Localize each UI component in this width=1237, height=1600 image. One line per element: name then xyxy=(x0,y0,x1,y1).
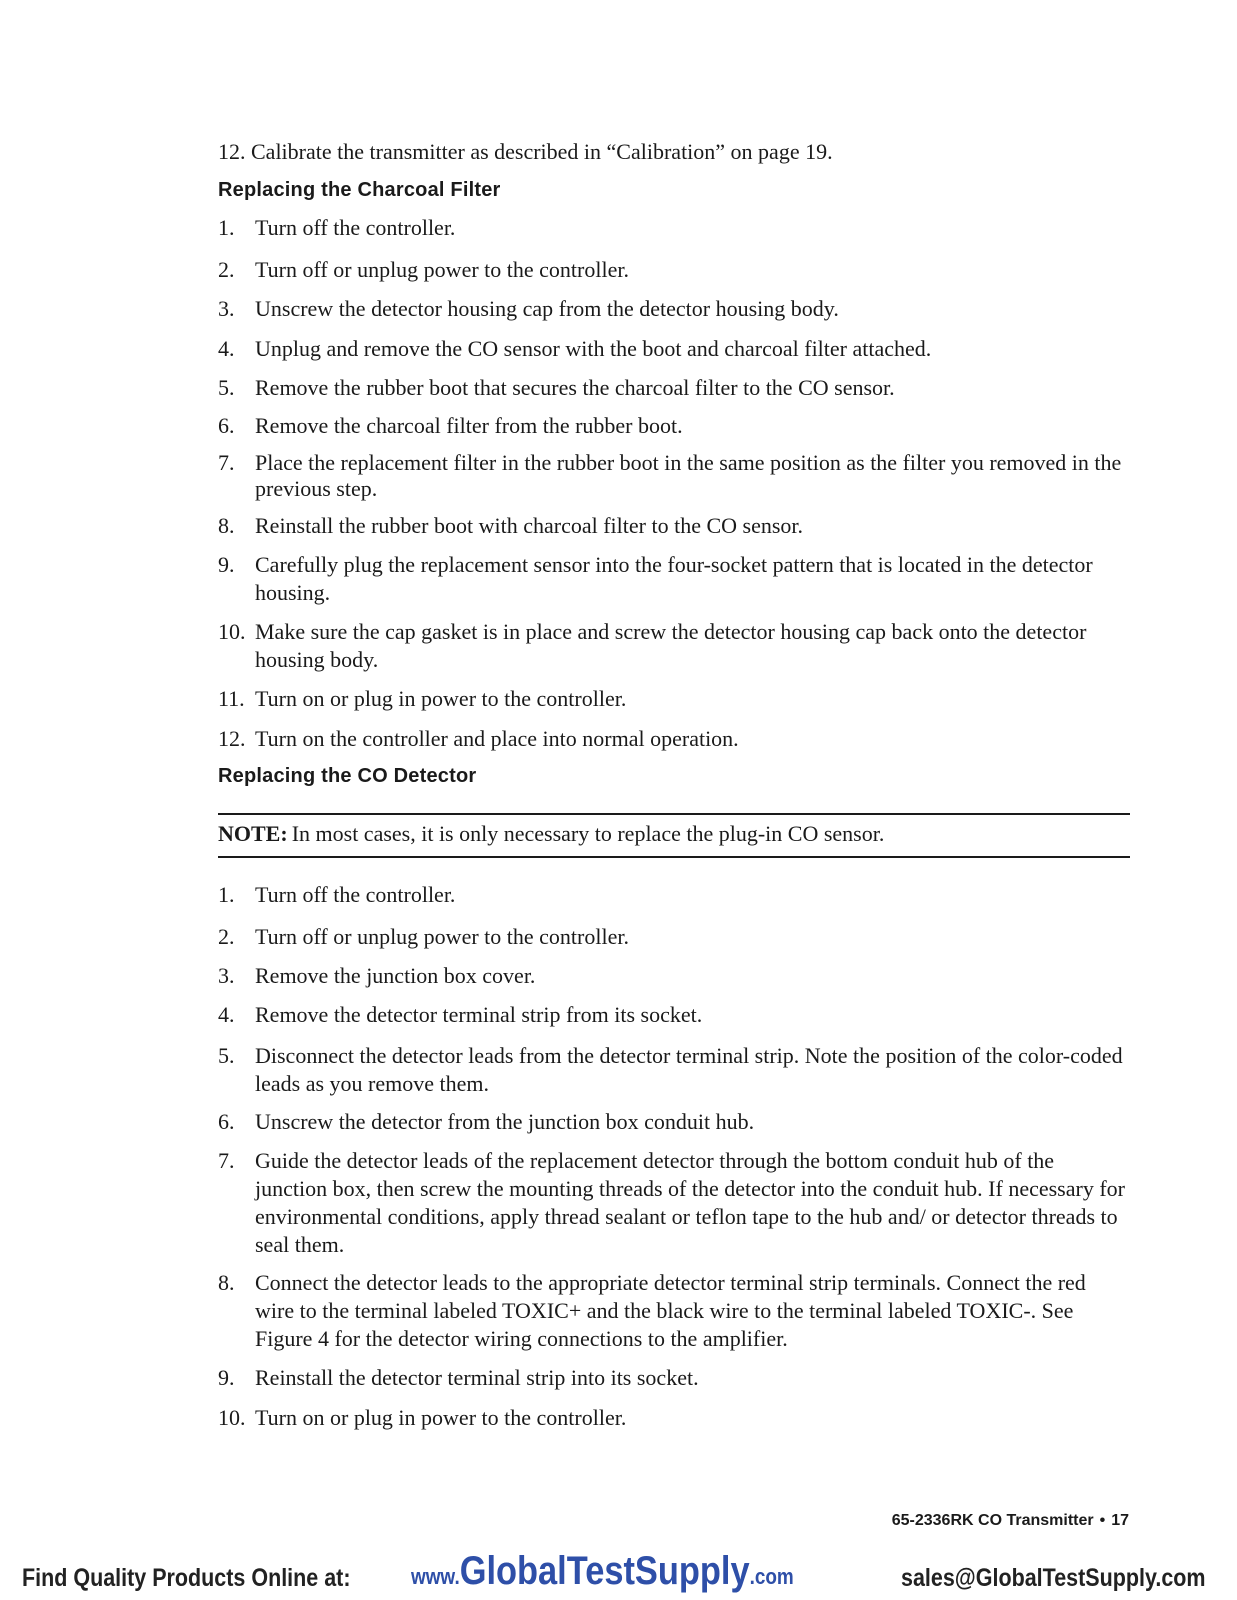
page-number: 17 xyxy=(1111,1512,1129,1529)
step-text: Remove the detector terminal strip from its socket. xyxy=(255,1002,703,1027)
step-number: 4. xyxy=(218,1002,235,1027)
charcoal-step xyxy=(218,295,1130,323)
note-box xyxy=(218,820,884,848)
step-text: Remove the junction box cover. xyxy=(255,963,536,988)
step-number: 1. xyxy=(218,882,235,907)
document-title: 65-2336RK CO Transmitter xyxy=(891,1512,1094,1529)
detector-step xyxy=(218,962,1130,990)
charcoal-step xyxy=(218,214,1130,242)
charcoal-step xyxy=(218,256,1130,284)
step-text: Make sure the cap gasket is in place and screw the detector housing cap back onto the detector housing body. xyxy=(255,619,1087,672)
step-text: Turn off the controller. xyxy=(255,215,456,240)
charcoal-step xyxy=(218,551,1130,607)
step-text: Turn off the controller. xyxy=(255,882,456,907)
detector-step xyxy=(218,881,1130,909)
step-number: 3. xyxy=(218,963,235,988)
detector-step xyxy=(218,1108,1130,1136)
step-number: 5. xyxy=(218,1043,235,1068)
detector-step xyxy=(218,1364,1130,1392)
step-number: 6. xyxy=(218,1109,235,1134)
step-number: 2. xyxy=(218,257,235,282)
step-number: 9. xyxy=(218,552,235,577)
step-number: 12. xyxy=(218,726,246,751)
step-number: 8. xyxy=(218,513,235,538)
url-prefix: www. xyxy=(411,1564,460,1589)
step-text: Remove the charcoal filter from the rubber boot. xyxy=(255,413,683,438)
step-text: Carefully plug the replacement sensor into the four-socket pattern that is located in the detector housing. xyxy=(255,552,1093,605)
note-text: In most cases, it is only necessary to replace the plug-in CO sensor. xyxy=(291,821,885,846)
charcoal-filter-heading: Replacing the Charcoal Filter xyxy=(218,179,501,201)
charcoal-step xyxy=(218,374,1130,402)
detector-step xyxy=(218,1001,1130,1029)
intro-step-line: 12. Calibrate the transmitter as described in “Calibration” on page 19. xyxy=(218,139,833,164)
step-text: Turn off or unplug power to the controller. xyxy=(255,257,629,282)
note-top-rule xyxy=(218,813,1130,815)
step-text: Reinstall the detector terminal strip into its socket. xyxy=(255,1365,699,1390)
step-number: 9. xyxy=(218,1365,235,1390)
charcoal-step xyxy=(218,618,1130,674)
detector-step xyxy=(218,1404,1130,1432)
page-footer xyxy=(892,1511,1129,1531)
step-number: 10. xyxy=(218,1405,246,1430)
step-number: 1. xyxy=(218,215,235,240)
step-number: 2. xyxy=(218,924,235,949)
step-text: Reinstall the rubber boot with charcoal filter to the CO sensor. xyxy=(255,513,804,538)
step-text: Unscrew the detector housing cap from the detector housing body. xyxy=(255,296,839,321)
charcoal-step xyxy=(218,335,1130,363)
step-number: 4. xyxy=(218,336,235,361)
step-text: Turn on the controller and place into normal operation. xyxy=(255,726,739,751)
step-text: Connect the detector leads to the appropriate detector terminal strip terminals. Connect the red wire to the terminal labeled TOXIC+ and the black wire to the terminal labeled TOXIC-. See Figure 4 for the detector wiring connections to the amplifier. xyxy=(255,1270,1086,1351)
charcoal-step xyxy=(218,725,1130,753)
banner-tagline: Find Quality Products Online at: xyxy=(22,1564,351,1592)
step-number: 3. xyxy=(218,296,235,321)
step-number: 7. xyxy=(218,1148,235,1173)
step-number: 5. xyxy=(218,375,235,400)
step-text: Place the replacement filter in the rubber boot in the same position as the filter you removed in the previous step. xyxy=(255,450,1122,501)
detector-step xyxy=(218,923,1130,951)
note-label: NOTE: xyxy=(218,821,288,846)
footer-bullet: • xyxy=(1099,1512,1106,1529)
step-number: 7. xyxy=(218,450,235,475)
detector-step xyxy=(218,1269,1130,1353)
step-text: Turn on or plug in power to the controller. xyxy=(255,686,627,711)
step-number: 11. xyxy=(218,686,245,711)
url-suffix: .com xyxy=(749,1564,794,1589)
step-number: 8. xyxy=(218,1270,235,1295)
step-text: Turn off or unplug power to the controller. xyxy=(255,924,629,949)
detector-step xyxy=(218,1042,1130,1098)
detector-step xyxy=(218,1147,1130,1259)
url-main: GlobalTestSupply xyxy=(459,1549,750,1593)
step-text: Guide the detector leads of the replacement detector through the bottom conduit hub of the junction box, then screw the mounting threads of the detector into the conduit hub. If necessary for environmental conditions, apply thread sealant or teflon tape to the hub and/ or detector threads to seal them. xyxy=(255,1148,1125,1257)
step-number: 10. xyxy=(218,619,246,644)
banner-email-link[interactable]: sales@GlobalTestSupply.com xyxy=(901,1564,1206,1592)
charcoal-step xyxy=(218,512,1130,540)
co-detector-heading: Replacing the CO Detector xyxy=(218,765,477,787)
step-text: Unscrew the detector from the junction box conduit hub. xyxy=(255,1109,755,1134)
step-text: Unplug and remove the CO sensor with the boot and charcoal filter attached. xyxy=(255,336,932,361)
step-number: 6. xyxy=(218,413,235,438)
step-text: Disconnect the detector leads from the detector terminal strip. Note the position of the color-coded leads as you remove them. xyxy=(255,1043,1123,1096)
note-bottom-rule xyxy=(218,856,1130,858)
charcoal-step xyxy=(218,685,1130,713)
step-text: Turn on or plug in power to the controller. xyxy=(255,1405,627,1430)
banner-website-link[interactable] xyxy=(411,1551,794,1600)
charcoal-step xyxy=(218,412,1130,440)
charcoal-step xyxy=(218,450,1130,502)
step-text: Remove the rubber boot that secures the charcoal filter to the CO sensor. xyxy=(255,375,895,400)
